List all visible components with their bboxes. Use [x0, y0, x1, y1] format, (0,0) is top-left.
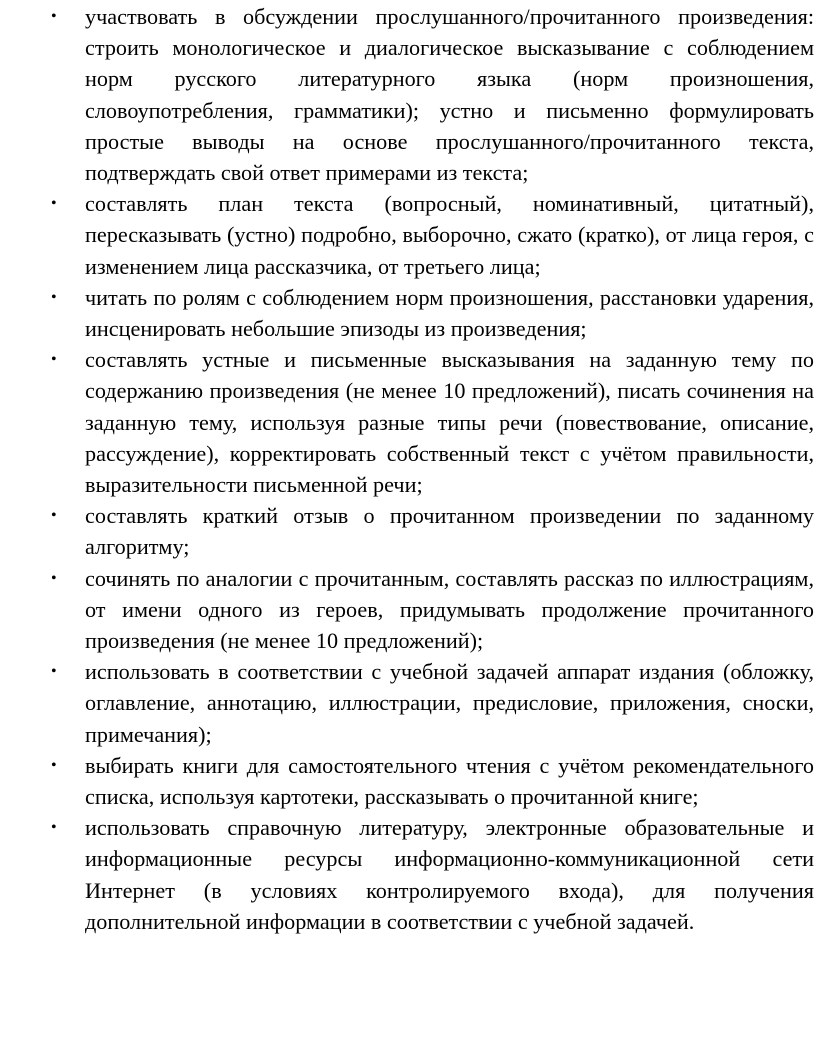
bullet-icon: •: [51, 569, 57, 587]
bullet-icon: •: [51, 507, 57, 525]
list-item: [51, 500, 814, 562]
bullet-icon: •: [51, 663, 57, 681]
list-item: [51, 812, 814, 937]
bullet-icon: •: [51, 756, 57, 774]
list-item-text: читать по ролям с соблюдением норм произношения, расстановки ударения, инсценировать небольшие эпизоды из произведения;: [85, 284, 814, 342]
list-item: [51, 1, 814, 188]
list-item: [51, 563, 814, 657]
bullet-list: [0, 1, 814, 937]
list-item-text: составлять краткий отзыв о прочитанном произведении по заданному алгоритму;: [85, 503, 814, 560]
list-item-text: использовать в соответствии с учебной задачей аппарат издания (обложку, оглавление, аннотацию, иллюстрации, предисловие, приложения, сноски, примечания);: [85, 659, 814, 747]
list-item: [51, 188, 814, 282]
list-item: [51, 750, 814, 812]
list-item-text: использовать справочную литературу, электронные образовательные и информационные ресурсы информационно-коммуникационной сети Интернет (в условиях контролируемого входа), для получения дополнительной информации в соответствии с учебной задачей.: [85, 815, 814, 934]
list-item: [51, 656, 814, 750]
list-item-text: составлять устные и письменные высказывания на заданную тему по содержанию произведения (не менее 10 предложений), писать сочинения на заданную тему, используя разные типы речи (повествование, описание, рассуждение), корректировать собственный текст с учётом правильности, выразительности письменной речи;: [85, 347, 814, 498]
bullet-icon: •: [51, 819, 57, 837]
bullet-icon: •: [51, 195, 57, 213]
bullet-icon: •: [51, 8, 57, 25]
list-item: [51, 282, 814, 344]
list-item-text: составлять план текста (вопросный, номинативный, цитатный), пересказывать (устно) подробно, выборочно, сжато (кратко), от лица героя, с изменением лица рассказчика, от третьего лица;: [85, 191, 814, 279]
bullet-icon: •: [51, 288, 57, 306]
list-item: [51, 344, 814, 500]
list-item-text: выбирать книги для самостоятельного чтения с учётом рекомендательного списка, используя картотеки, рассказывать о прочитанной книге;: [85, 752, 814, 810]
list-item-text: участвовать в обсуждении прослушанного/прочитанного произведения: строить монологическое и диалогическое высказывание с соблюдением норм русского литературного языка (норм произношения, словоупотребления, грамматики); устно и письменно формулировать простые выводы на основе прослушанного/прочитанного текста, подтверждать свой ответ примерами из текста;: [85, 4, 814, 186]
list-item-text: сочинять по аналогии с прочитанным, составлять рассказ по иллюстрациям, от имени одного из героев, придумывать продолжение прочитанного произведения (не менее 10 предложений);: [85, 565, 814, 654]
bullet-icon: •: [51, 351, 57, 369]
